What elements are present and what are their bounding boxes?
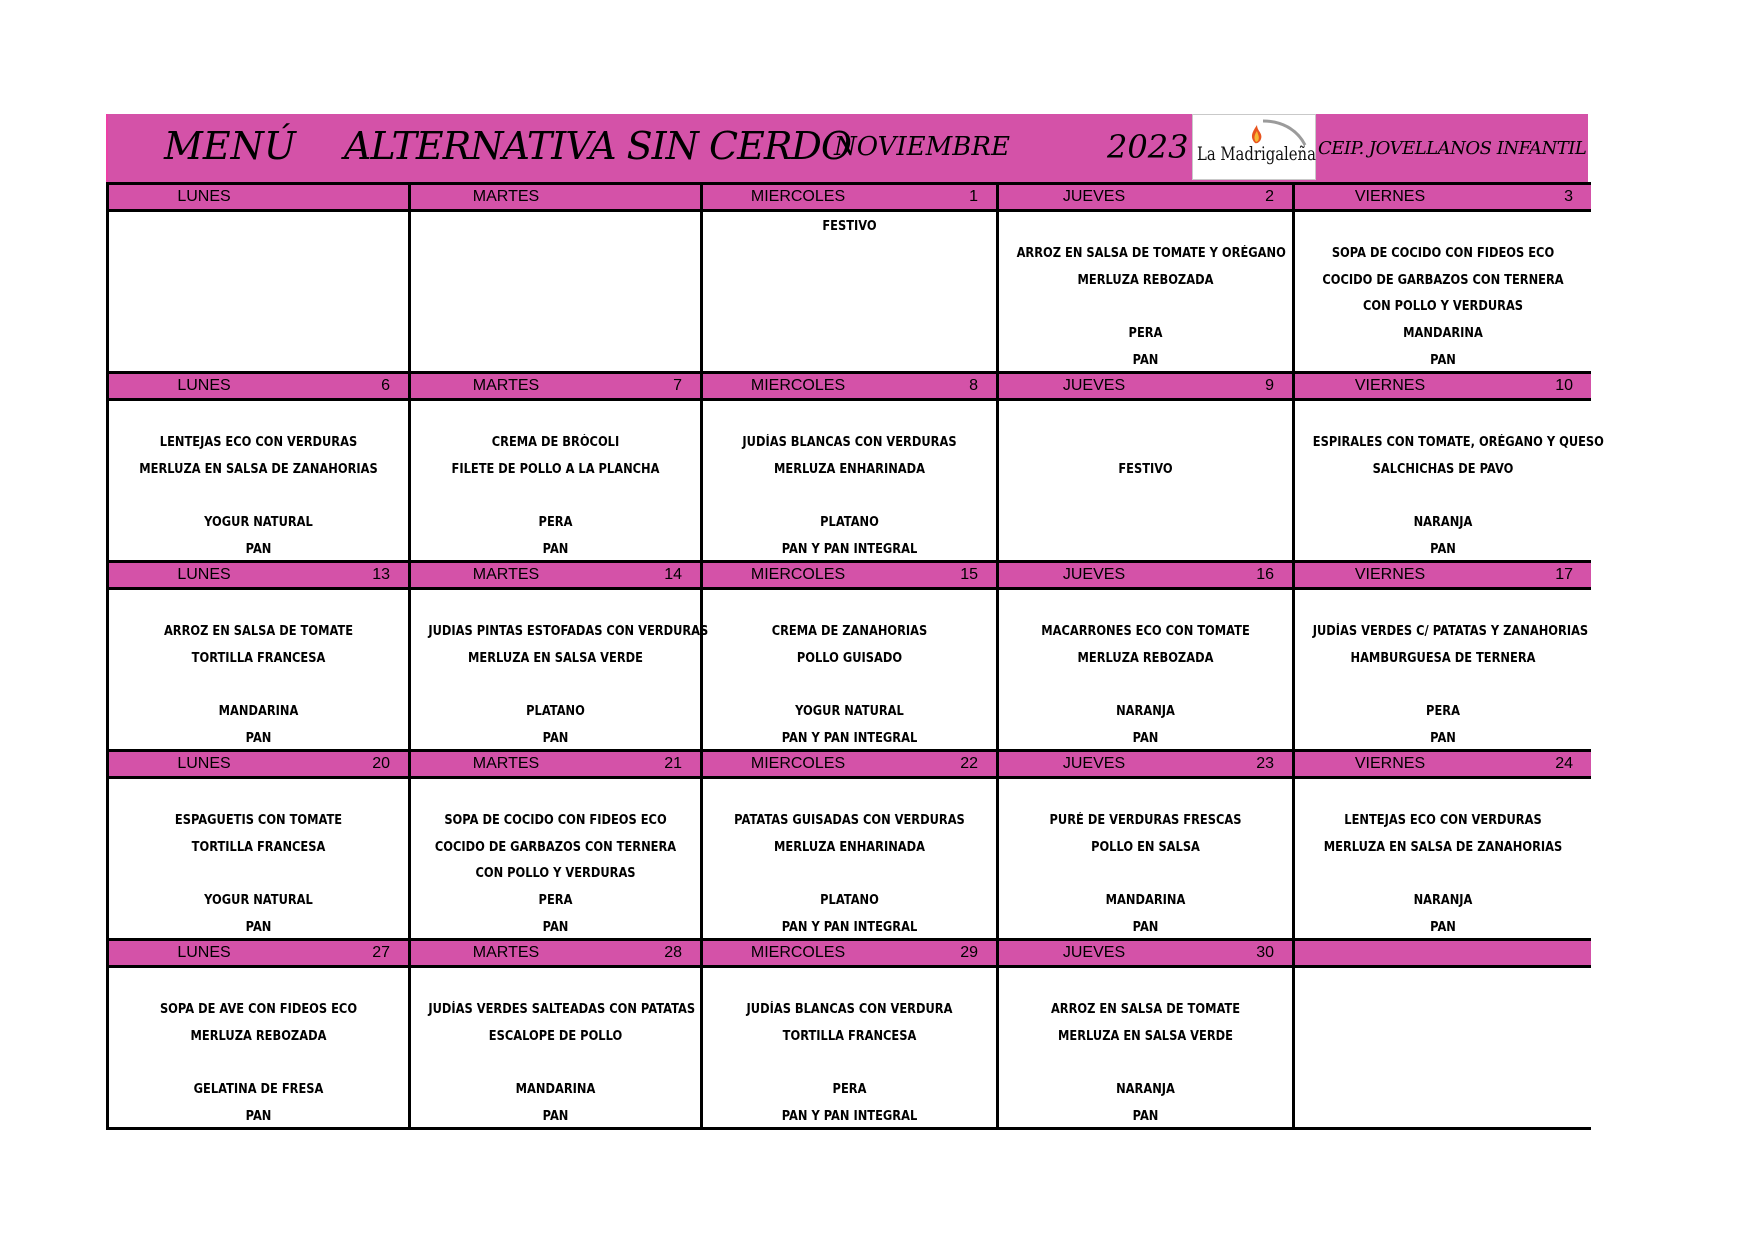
dish-line [721, 672, 979, 699]
dish-line: MERLUZA ENHARINADA [774, 461, 925, 477]
dish-line: PERA [832, 1082, 867, 1098]
day-cell [703, 182, 999, 371]
dish-line [721, 294, 979, 321]
dish-line [428, 1050, 682, 1077]
title-bar [106, 114, 1588, 182]
dish-line [127, 1050, 390, 1077]
day-name: MIERCOLES [750, 944, 846, 961]
day-name: LUNES [177, 755, 231, 772]
dish-list [127, 781, 390, 942]
dish-line: PAN [542, 919, 569, 935]
dish-line [428, 403, 682, 430]
dish-line: JUDÍAS VERDES SALTEADAS CON PATATAS [428, 1001, 696, 1017]
day-header [1295, 182, 1591, 212]
dish-line: FESTIVO [822, 219, 877, 234]
dish-line [127, 294, 390, 321]
day-header [109, 371, 408, 401]
dish-line: MERLUZA EN SALSA DE ZANAHORIAS [139, 461, 378, 477]
dish-line [127, 970, 390, 997]
day-number: 17 [1555, 566, 1573, 583]
dish-line: POLLO GUISADO [796, 650, 903, 666]
dish-line: PAN [1430, 919, 1456, 935]
day-name: JUEVES [1062, 944, 1126, 961]
dish-line: PURÉ DE VERDURAS FRESCAS [1049, 812, 1242, 828]
dish-line [127, 403, 390, 430]
dish-line: LENTEJAS ECO CON VERDURAS [1344, 812, 1542, 828]
day-cell [1295, 371, 1604, 560]
dish-line [1017, 592, 1275, 619]
dish-list [127, 403, 390, 564]
day-cell [109, 749, 411, 938]
madrigalena-logo [1192, 114, 1316, 180]
dish-line [1017, 510, 1275, 537]
dish-line: PAN [1132, 919, 1159, 935]
dish-line [428, 268, 682, 295]
dish-list [721, 970, 979, 1131]
day-header [703, 371, 996, 401]
dish-line: SALCHICHAS DE PAVO [1372, 461, 1514, 477]
dish-line: MANDARINA [218, 704, 299, 720]
dish-line: NARANJA [1413, 515, 1473, 531]
dish-line: PAN [1430, 352, 1456, 368]
dish-line [428, 672, 682, 699]
dish-list [1017, 781, 1275, 942]
day-name: JUEVES [1062, 188, 1126, 205]
dish-line: FILETE DE POLLO A LA PLANCHA [451, 461, 660, 477]
dish-line [1017, 970, 1275, 997]
dish-line: NARANJA [1116, 704, 1175, 720]
day-name: MIERCOLES [750, 566, 846, 583]
day-header [109, 749, 408, 779]
dish-line: YOGUR NATURAL [204, 893, 313, 909]
dish-line [428, 294, 682, 321]
dish-line: PAN [1132, 352, 1159, 368]
dish-list [1312, 403, 1604, 564]
dish-line: JUDÍAS BLANCAS CON VERDURAS [742, 434, 957, 450]
day-cell [411, 560, 709, 749]
dish-line: TORTILLA FRANCESA [191, 650, 326, 666]
dish-line: MERLUZA EN SALSA VERDE [468, 650, 643, 666]
dish-line: PAN Y PAN INTEGRAL [781, 730, 918, 746]
dish-line [428, 592, 682, 619]
day-header [999, 749, 1292, 779]
dish-line [1313, 1050, 1573, 1077]
day-cell [999, 560, 1295, 749]
dish-line [721, 321, 979, 348]
dish-line [127, 592, 390, 619]
dish-line: PATATAS GUISADAS CON VERDURAS [734, 812, 965, 828]
dish-line [1313, 1077, 1573, 1104]
day-header [703, 560, 996, 590]
dish-line [127, 861, 390, 888]
dish-line: CON POLLO Y VERDURAS [1362, 299, 1524, 315]
day-number: 23 [1256, 755, 1274, 772]
day-number: 15 [960, 566, 978, 583]
day-number: 29 [960, 944, 978, 961]
menu-title: MENÚ [164, 124, 296, 168]
day-cell [1295, 560, 1591, 749]
dish-line: ESCALOPE DE POLLO [488, 1028, 623, 1044]
dish-line: COCIDO DE GARBAZOS CON TERNERA [1322, 272, 1564, 288]
day-cell [1295, 938, 1591, 1130]
dish-list [1313, 214, 1573, 375]
menu-grid [106, 182, 1604, 938]
dish-list [428, 781, 682, 942]
day-name: JUEVES [1062, 755, 1126, 772]
dish-line [127, 321, 390, 348]
dish-list [127, 592, 390, 753]
dish-line: PERA [1128, 326, 1163, 342]
dish-line: PAN Y PAN INTEGRAL [781, 1108, 918, 1124]
day-cell [411, 749, 703, 938]
dish-line: MACARRONES ECO CON TOMATE [1041, 623, 1250, 639]
day-header [999, 182, 1292, 212]
day-cell [999, 749, 1295, 938]
day-cell [411, 371, 703, 560]
dish-line [1313, 1024, 1573, 1051]
dish-line: HAMBURGUESA DE TERNERA [1350, 650, 1536, 666]
day-number: 24 [1555, 755, 1573, 772]
day-number: 7 [673, 377, 682, 394]
dish-line: ARROZ EN SALSA DE TOMATE Y ORÉGANO [1016, 245, 1286, 261]
dish-line: CREMA DE ZANAHORIAS [771, 623, 928, 639]
dish-list [127, 214, 390, 375]
dish-line [127, 214, 390, 241]
dish-line [1313, 592, 1573, 619]
day-cell [999, 182, 1295, 371]
dish-line [1313, 214, 1573, 241]
dish-line [721, 1050, 979, 1077]
day-number: 20 [372, 755, 390, 772]
day-number: 22 [960, 755, 978, 772]
dish-line: MANDARINA [515, 1082, 596, 1098]
dish-line: PAN [1430, 730, 1456, 746]
dish-line: SOPA DE COCIDO CON FIDEOS ECO [1331, 245, 1555, 261]
logo-wordmark: La Madrigaleña [1197, 143, 1316, 165]
dish-line: CON POLLO Y VERDURAS [475, 866, 636, 882]
dish-list [428, 592, 709, 753]
dish-line [721, 483, 979, 510]
day-number: 1 [969, 188, 978, 205]
dish-line: ESPIRALES CON TOMATE, ORÉGANO Y QUESO [1312, 434, 1604, 450]
day-name: VIERNES [1354, 188, 1426, 205]
dish-line: PAN [1430, 541, 1456, 557]
day-name: VIERNES [1354, 566, 1426, 583]
day-number: 9 [1265, 377, 1274, 394]
dish-line [127, 672, 390, 699]
day-number: 6 [381, 377, 390, 394]
dish-line [1313, 781, 1573, 808]
year-label: 2023 [1107, 128, 1189, 166]
dish-list [428, 403, 682, 564]
dish-line [1017, 214, 1275, 241]
day-number: 10 [1555, 377, 1573, 394]
day-name: JUEVES [1062, 566, 1126, 583]
dish-list [1016, 214, 1286, 375]
dish-line: PAN [245, 541, 272, 557]
day-header [411, 371, 700, 401]
day-header [1295, 749, 1591, 779]
day-header [109, 938, 408, 968]
dish-line: ARROZ EN SALSA DE TOMATE [1050, 1001, 1241, 1017]
dish-line [428, 970, 682, 997]
dish-line [1313, 483, 1573, 510]
day-header [411, 749, 700, 779]
day-header [703, 938, 996, 968]
day-name: LUNES [177, 944, 231, 961]
day-cell [411, 938, 703, 1130]
day-cell [109, 371, 411, 560]
dish-list [1312, 592, 1589, 753]
dish-list [1017, 403, 1275, 564]
day-name: VIERNES [1354, 755, 1426, 772]
dish-list [721, 214, 979, 375]
day-cell [411, 182, 703, 371]
dish-line: PAN [1132, 1108, 1159, 1124]
dish-line [1017, 781, 1275, 808]
dish-line [721, 241, 979, 268]
day-name: MIERCOLES [750, 377, 846, 394]
dish-line [428, 483, 682, 510]
dish-line [721, 592, 979, 619]
dish-line [428, 781, 682, 808]
day-number: 14 [664, 566, 682, 583]
dish-line [721, 861, 979, 888]
dish-line [721, 268, 979, 295]
day-number: 16 [1256, 566, 1274, 583]
dish-line: PLATANO [820, 515, 879, 531]
day-name: MIERCOLES [750, 188, 846, 205]
menu-subtitle: ALTERNATIVA SIN CERDO [344, 124, 852, 168]
day-name: MARTES [472, 944, 540, 961]
day-number: 30 [1256, 944, 1274, 961]
day-name: MARTES [472, 377, 540, 394]
dish-line: PAN Y PAN INTEGRAL [781, 541, 918, 557]
dish-line: ARROZ EN SALSA DE TOMATE [163, 623, 354, 639]
dish-line: PAN [542, 730, 569, 746]
dish-line [1313, 861, 1573, 888]
dish-list [721, 592, 979, 753]
dish-line: YOGUR NATURAL [795, 704, 904, 720]
dish-list [428, 214, 682, 375]
day-name: LUNES [177, 188, 231, 205]
dish-line: PERA [1426, 704, 1460, 720]
dish-line [1017, 294, 1275, 321]
day-number: 13 [372, 566, 390, 583]
dish-line: MERLUZA REBOZADA [1077, 650, 1214, 666]
dish-line [127, 268, 390, 295]
dish-line [428, 321, 682, 348]
day-header [109, 560, 408, 590]
dish-line: JUDÍAS VERDES C/ PATATAS Y ZANAHORIAS [1312, 623, 1589, 639]
dish-line: MERLUZA EN SALSA VERDE [1058, 1028, 1233, 1044]
dish-line [428, 214, 682, 241]
dish-line [1017, 430, 1275, 457]
dish-line: LENTEJAS ECO CON VERDURAS [159, 434, 358, 450]
dish-line: PAN [245, 919, 272, 935]
dish-line [127, 781, 390, 808]
school-name: CEIP. JOVELLANOS INFANTIL [1318, 138, 1587, 159]
day-cell [703, 749, 999, 938]
dish-list [127, 970, 390, 1131]
day-header [411, 938, 700, 968]
day-header [109, 182, 408, 212]
dish-line [1313, 970, 1573, 997]
day-number: 28 [664, 944, 682, 961]
day-cell [109, 560, 411, 749]
dish-list [1313, 970, 1573, 1131]
day-number: 3 [1564, 188, 1573, 205]
dish-line: MANDARINA [1403, 326, 1483, 342]
dish-line: FESTIVO [1118, 461, 1173, 477]
dish-line: PLATANO [526, 704, 585, 720]
dish-list [1017, 970, 1275, 1131]
dish-line: TORTILLA FRANCESA [782, 1028, 917, 1044]
dish-line: PERA [538, 893, 573, 909]
day-header [1295, 938, 1591, 968]
dish-line [1017, 861, 1275, 888]
dish-line [127, 241, 390, 268]
dish-line: PERA [538, 515, 573, 531]
dish-line [1017, 403, 1275, 430]
dish-line: MERLUZA ENHARINADA [774, 839, 925, 855]
dish-line: COCIDO DE GARBAZOS CON TERNERA [434, 839, 677, 855]
day-header [1295, 560, 1591, 590]
day-cell [109, 938, 411, 1130]
dish-line: PAN [542, 541, 569, 557]
day-name: MIERCOLES [750, 755, 846, 772]
day-header [1295, 371, 1591, 401]
dish-line: NARANJA [1116, 1082, 1175, 1098]
day-cell [703, 371, 999, 560]
day-header [411, 182, 700, 212]
day-name: MARTES [472, 188, 540, 205]
day-cell [703, 560, 999, 749]
dish-line: CREMA DE BRÒCOLI [491, 434, 620, 450]
day-cell [999, 938, 1295, 1130]
dish-line [1313, 997, 1573, 1024]
day-number: 27 [372, 944, 390, 961]
day-cell [109, 182, 411, 371]
dish-line: SOPA DE COCIDO CON FIDEOS ECO [444, 812, 667, 828]
dish-line [1017, 483, 1275, 510]
day-header [999, 938, 1292, 968]
dish-line [721, 781, 979, 808]
dish-line [1017, 1050, 1275, 1077]
menu-sheet [106, 114, 1604, 1130]
day-name: MARTES [472, 755, 540, 772]
dish-list [1313, 781, 1573, 942]
day-header [703, 182, 996, 212]
dish-line: GELATINA DE FRESA [193, 1082, 324, 1098]
dish-list [721, 403, 979, 564]
dish-line: MERLUZA REBOZADA [1077, 272, 1214, 288]
day-name: MARTES [472, 566, 540, 583]
dish-line: PAN Y PAN INTEGRAL [781, 919, 918, 935]
dish-line: JUDIAS PINTAS ESTOFADAS CON VERDURAS [428, 623, 709, 639]
dish-list [1017, 592, 1275, 753]
dish-line: SOPA DE AVE CON FIDEOS ECO [159, 1001, 358, 1017]
dish-line: PAN [245, 730, 272, 746]
dish-line: PLATANO [820, 893, 879, 909]
day-header [999, 560, 1292, 590]
dish-line: PAN [542, 1108, 569, 1124]
day-number: 2 [1265, 188, 1274, 205]
dish-line [721, 403, 979, 430]
dish-line: NARANJA [1413, 893, 1473, 909]
dish-line [1313, 1104, 1573, 1131]
dish-line: MERLUZA EN SALSA DE ZANAHORIAS [1323, 839, 1563, 855]
day-name: JUEVES [1062, 377, 1126, 394]
dish-line: MANDARINA [1105, 893, 1186, 909]
day-cell [1295, 182, 1591, 371]
dish-line: YOGUR NATURAL [204, 515, 313, 531]
day-cell [999, 371, 1295, 560]
day-number: 21 [664, 755, 682, 772]
day-cell [1295, 749, 1591, 938]
day-header [999, 371, 1292, 401]
dish-list [428, 970, 696, 1131]
month-label: NOVIEMBRE [834, 132, 1010, 162]
day-header [703, 749, 996, 779]
dish-line: TORTILLA FRANCESA [191, 839, 326, 855]
dish-line [1313, 672, 1573, 699]
dish-line: ESPAGUETIS CON TOMATE [174, 812, 343, 828]
dish-line: MERLUZA REBOZADA [190, 1028, 327, 1044]
dish-line: POLLO EN SALSA [1091, 839, 1200, 855]
menu-grid-last-week [106, 938, 1588, 1130]
day-number: 8 [969, 377, 978, 394]
day-name: VIERNES [1354, 377, 1426, 394]
dish-line [428, 241, 682, 268]
dish-line [1017, 672, 1275, 699]
dish-line [1313, 403, 1573, 430]
day-name: LUNES [177, 377, 231, 394]
dish-line: JUDÍAS BLANCAS CON VERDURA [746, 1001, 953, 1017]
day-cell [703, 938, 999, 1130]
day-header [411, 560, 700, 590]
dish-line: PAN [1132, 730, 1159, 746]
dish-line [721, 970, 979, 997]
dish-list [721, 781, 979, 942]
dish-line: PAN [245, 1108, 272, 1124]
dish-line [127, 483, 390, 510]
day-name: LUNES [177, 566, 231, 583]
